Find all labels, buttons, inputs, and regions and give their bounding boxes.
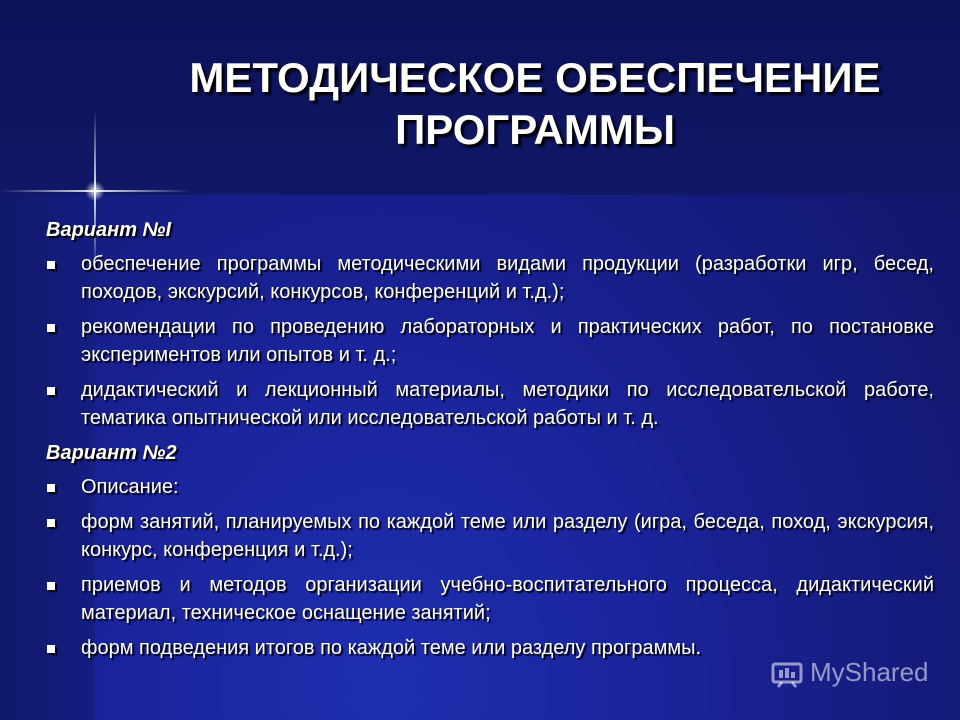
square-bullet-icon [47, 261, 55, 269]
square-bullet-icon [47, 645, 55, 653]
list-item: приемов и методов организации учебно-воспитательного процесса, дидактический материал, техническое оснащение занятий; [46, 571, 934, 627]
square-bullet-icon [47, 324, 55, 332]
square-bullet-icon [47, 582, 55, 590]
list-item: обеспечение программы методическими видами продукции (разработки игр, бесед, походов, экскурсий, конкурсов, конференций и т.д.); [46, 250, 934, 306]
square-bullet-icon [47, 387, 55, 395]
list-item: форм занятий, планируемых по каждой теме или разделу (игра, беседа, поход, экскурсия, конкурс, конференция и т.д.); [46, 508, 934, 564]
variant-2-heading: Вариант №2 [46, 442, 177, 464]
watermark [770, 657, 929, 688]
myshared-logo-icon [770, 658, 804, 688]
variant-1-heading: Вариант №I [46, 219, 172, 241]
list-item: дидактический и лекционный материалы, методики по исследовательской работе, тематика опытнической или исследовательской работы и т. д. [46, 376, 934, 432]
list-item: форм подведения итогов по каждой теме или разделу программы. [46, 634, 934, 662]
list-item: рекомендации по проведению лабораторных и практических работ, по постановке экспериментов или опытов и т. д.; [46, 313, 934, 369]
watermark-text: MyShared [810, 657, 929, 687]
variant-2-list [46, 473, 934, 662]
square-bullet-icon [47, 519, 55, 527]
list-item: Описание: [46, 473, 934, 501]
square-bullet-icon [47, 484, 55, 492]
slide-content [46, 216, 934, 669]
slide-title: МЕТОДИЧЕСКОЕ ОБЕСПЕЧЕНИЕ ПРОГРАММЫ [189, 54, 881, 153]
variant-1-list [46, 250, 934, 432]
